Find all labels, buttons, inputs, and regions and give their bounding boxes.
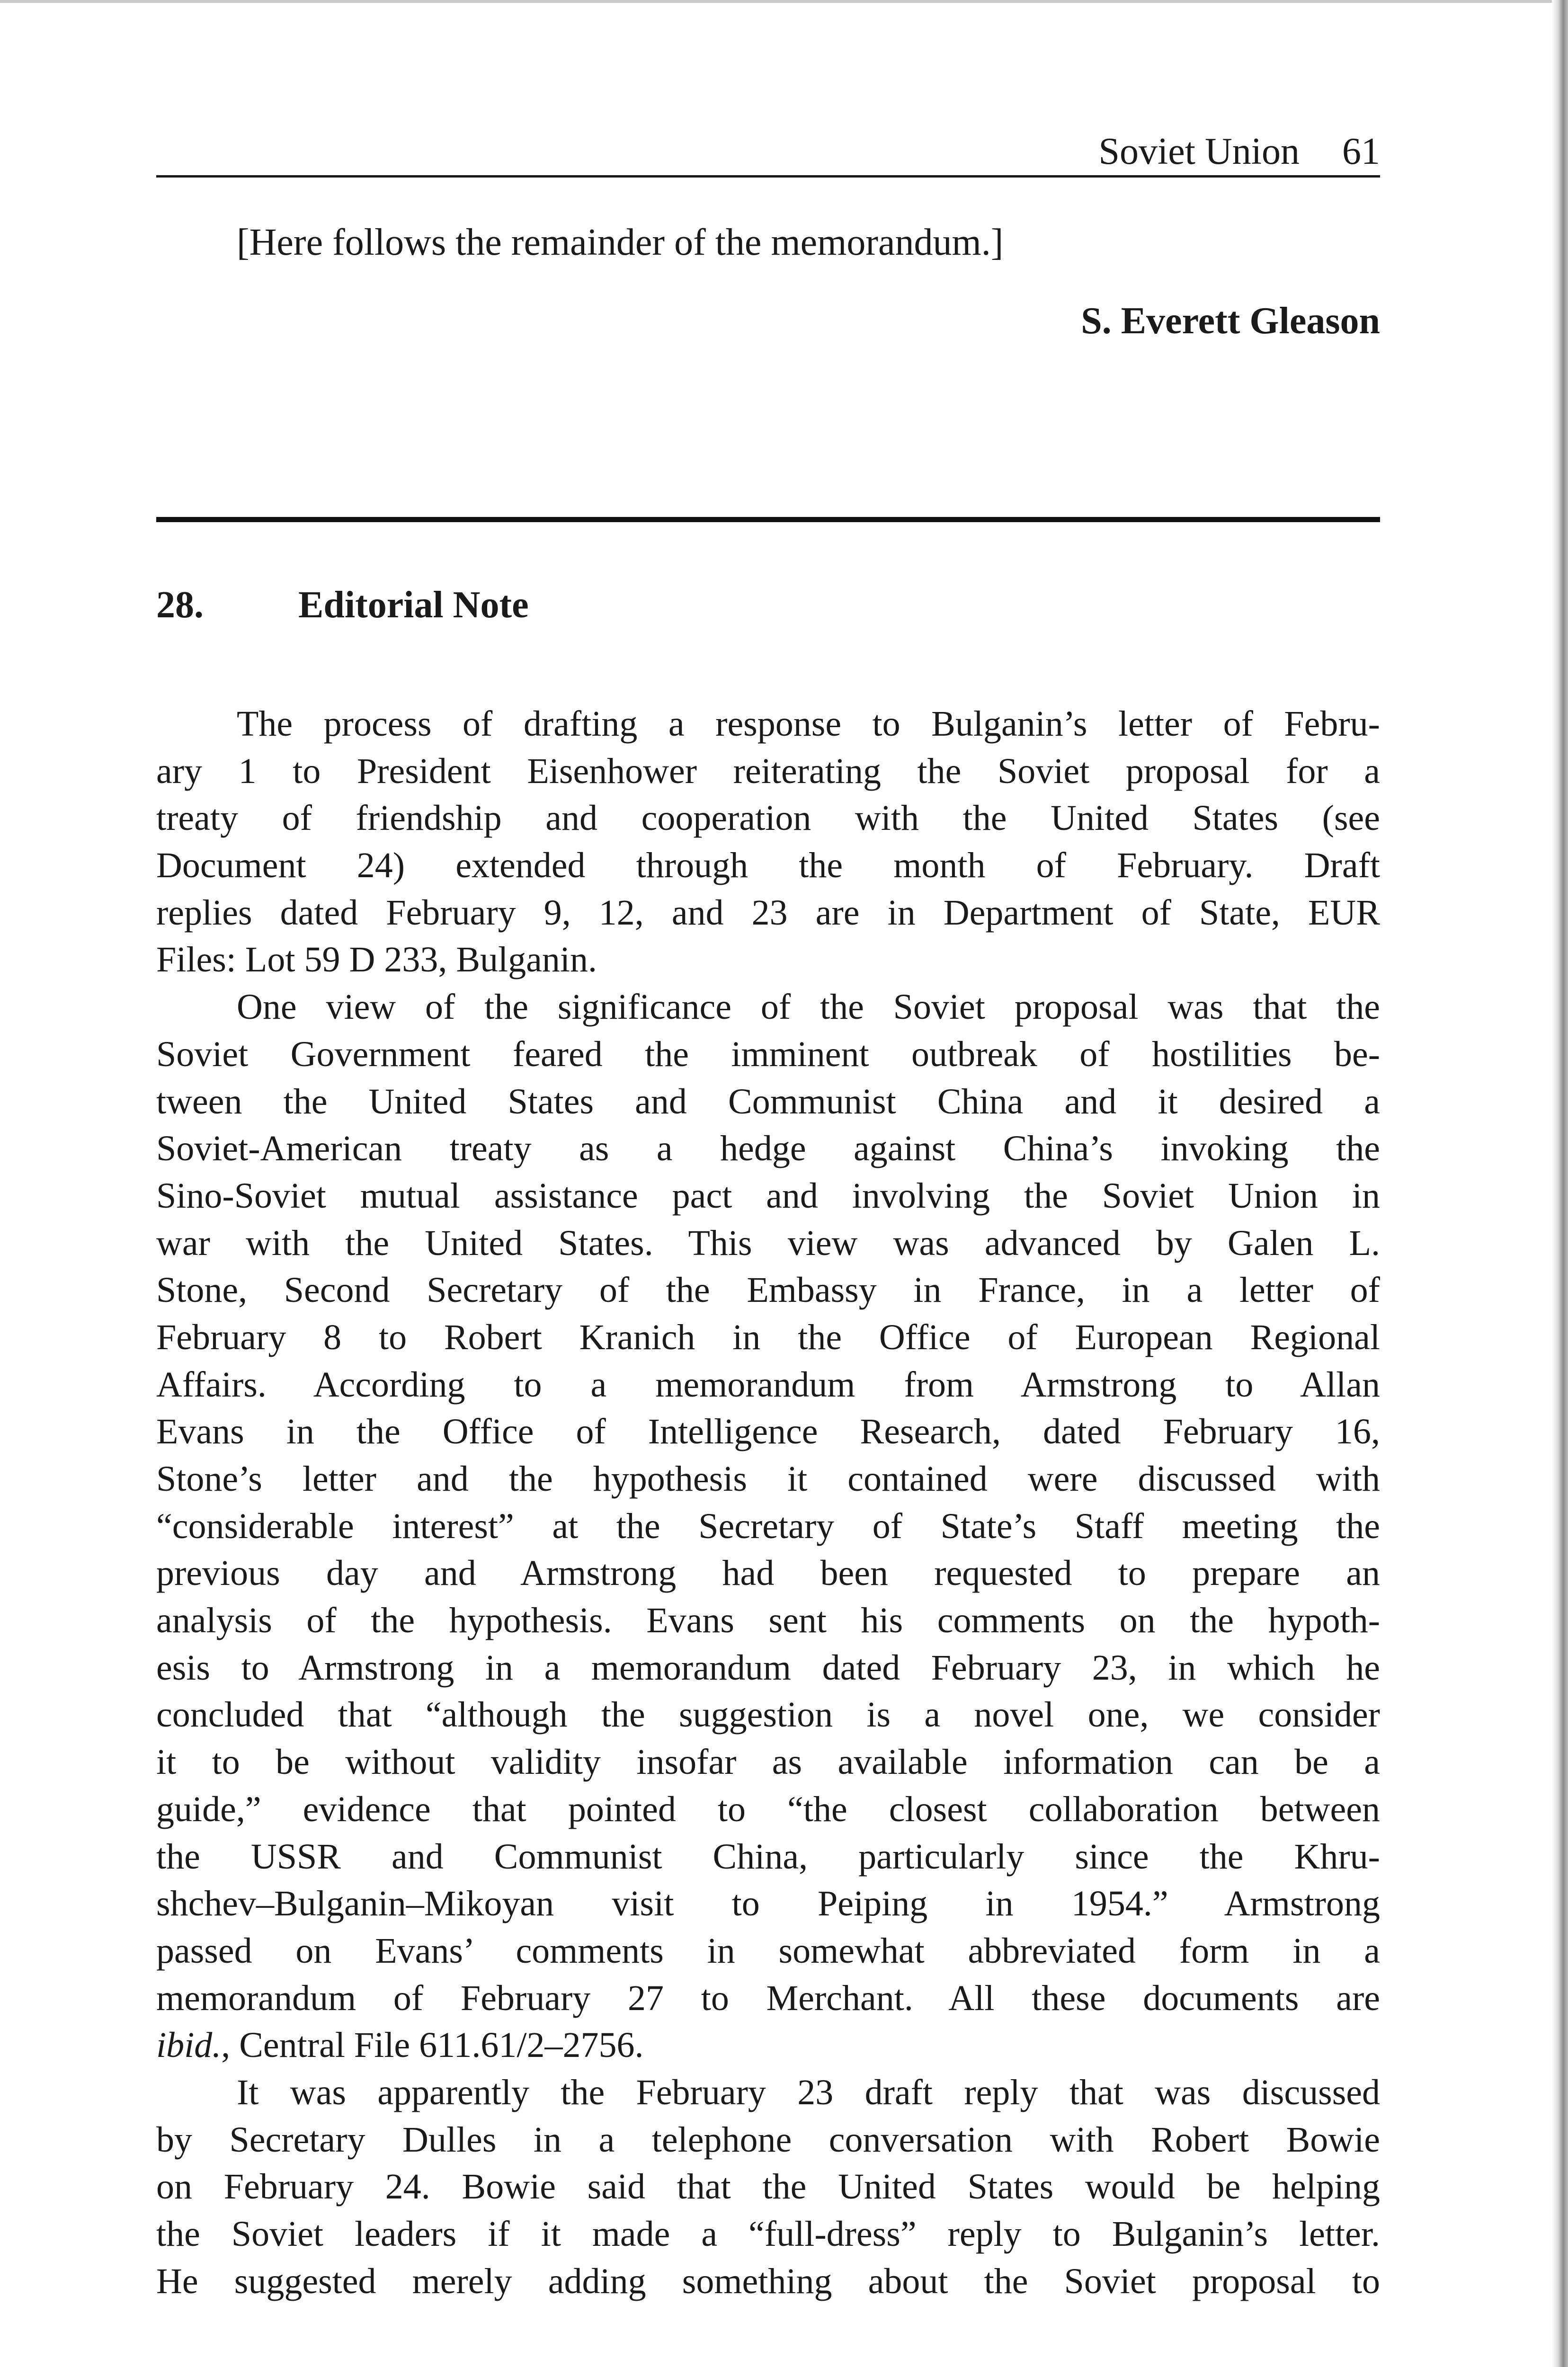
page-top-edge	[0, 0, 1568, 3]
body-line: The process of drafting a response to Bulganin’s letter of Febru-	[237, 704, 1380, 744]
body-line: previous day and Armstrong had been requested to prepare an	[156, 1553, 1380, 1593]
signature: S. Everett Gleason	[1081, 300, 1380, 342]
body-line: Sino-Soviet mutual assistance pact and involving the Soviet Union in	[156, 1175, 1380, 1216]
body-line: esis to Armstrong in a memorandum dated February 23, in which he	[156, 1647, 1380, 1688]
body-line: February 8 to Robert Kranich in the Office of European Regional	[156, 1317, 1380, 1357]
body-line-with-citation	[156, 2022, 1380, 2069]
editorial-bracket-note: [Here follows the remainder of the memorandum.]	[237, 222, 1004, 263]
page-binding-edge	[1552, 0, 1568, 2367]
body-line: tween the United States and Communist China and it desired a	[156, 1081, 1380, 1121]
document-title: Editorial Note	[298, 584, 529, 626]
body-line: war with the United States. This view was advanced by Galen L.	[156, 1223, 1380, 1263]
body-line: Affairs. According to a memorandum from Armstrong to Allan	[156, 1364, 1380, 1405]
body-line: on February 24. Bowie said that the United States would be helping	[156, 2167, 1380, 2207]
body-line: ary 1 to President Eisenhower reiterating the Soviet proposal for a	[156, 751, 1380, 791]
body-line: replies dated February 9, 12, and 23 are in Department of State, EUR	[156, 892, 1380, 933]
document-separator-rule	[156, 517, 1380, 522]
body-line: It was apparently the February 23 draft reply that was discussed	[237, 2072, 1380, 2112]
body-line: shchev–Bulganin–Mikoyan visit to Peiping in 1954.” Armstrong	[156, 1884, 1380, 1924]
body-line: Files: Lot 59 D 233, Bulganin.	[156, 940, 597, 980]
running-head	[156, 128, 1380, 175]
document-number: 28.	[156, 584, 204, 626]
body-line: by Secretary Dulles in a telephone conversation with Robert Bowie	[156, 2119, 1380, 2160]
body-line: Soviet Government feared the imminent outbreak of hostilities be-	[156, 1034, 1380, 1074]
body-line: Stone, Second Secretary of the Embassy in France, in a letter of	[156, 1270, 1380, 1310]
body-line: the Soviet leaders if it made a “full-dress” reply to Bulganin’s letter.	[156, 2214, 1380, 2254]
body-line: Document 24) extended through the month of February. Draft	[156, 845, 1380, 886]
body-line: Soviet-American treaty as a hedge against China’s invoking the	[156, 1129, 1380, 1169]
body-line: memorandum of February 27 to Merchant. All these documents are	[156, 1978, 1380, 2018]
body-line: treaty of friendship and cooperation with the United States (see	[156, 798, 1380, 838]
body-line: concluded that “although the suggestion is a novel one, we consider	[156, 1695, 1380, 1735]
body-line: the USSR and Communist China, particularly since the Khru-	[156, 1836, 1380, 1877]
page-number: 61	[1342, 131, 1380, 172]
body-line: analysis of the hypothesis. Evans sent his comments on the hypoth-	[156, 1601, 1380, 1641]
body-line: He suggested merely adding something about the Soviet proposal to	[156, 2261, 1380, 2301]
document-body	[156, 701, 1380, 2305]
body-line: One view of the significance of the Soviet proposal was that the	[237, 987, 1380, 1027]
body-line: “considerable interest” at the Secretary of State’s Staff meeting the	[156, 1506, 1380, 1546]
running-head-rule	[156, 175, 1380, 178]
body-line: passed on Evans’ comments in somewhat abbreviated form in a	[156, 1931, 1380, 1971]
body-line-text: , Central File 611.61/2–2756.	[221, 2025, 644, 2065]
document-heading	[156, 581, 529, 629]
body-line: guide,” evidence that pointed to “the closest collaboration between	[156, 1789, 1380, 1829]
body-line: Evans in the Office of Intelligence Research, dated February 16,	[156, 1412, 1380, 1452]
body-line: Stone’s letter and the hypothesis it contained were discussed with	[156, 1459, 1380, 1499]
body-line: it to be without validity insofar as available information can be a	[156, 1742, 1380, 1782]
ibid-citation: ibid.	[156, 2025, 222, 2065]
running-head-title: Soviet Union	[1098, 131, 1300, 172]
